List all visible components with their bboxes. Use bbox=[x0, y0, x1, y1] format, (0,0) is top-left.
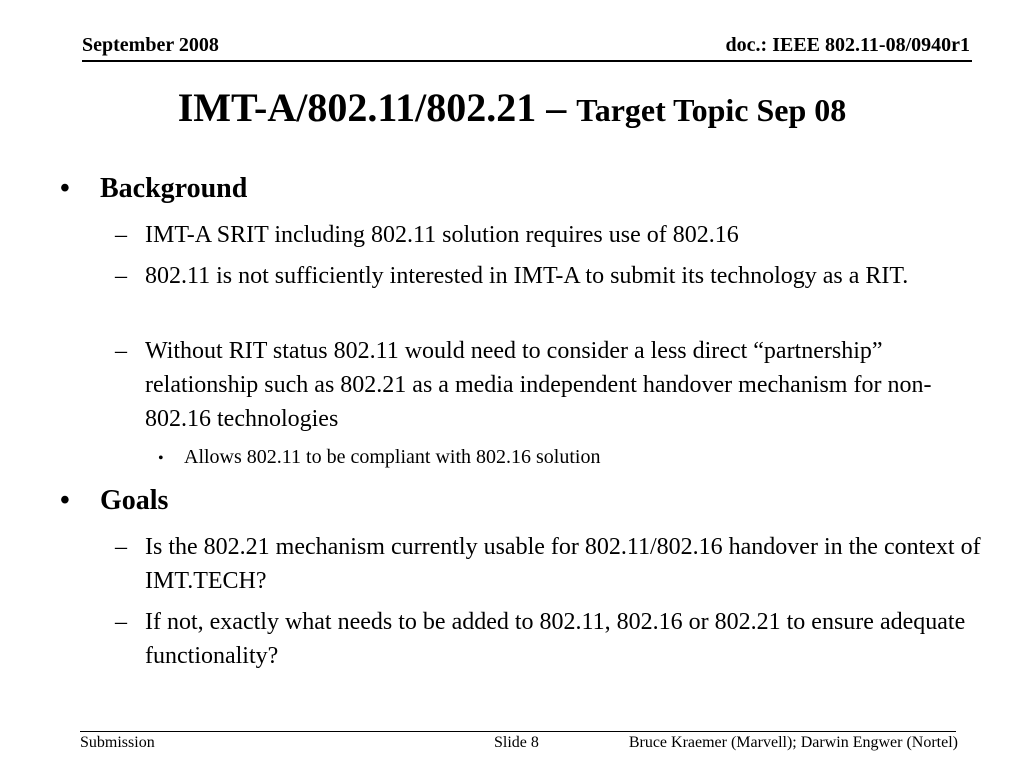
dash-icon: – bbox=[115, 263, 127, 289]
footer-slide-number: Slide 8 bbox=[494, 734, 539, 751]
header-divider bbox=[82, 60, 972, 62]
sub-bullet bbox=[115, 259, 985, 293]
sub-sub-bullet bbox=[158, 444, 978, 472]
bullet-heading-text: Background bbox=[100, 173, 248, 204]
sub-bullet-text: 802.11 is not sufficiently interested in IMT-A to submit its technology as a RIT. bbox=[145, 263, 909, 289]
sub-bullet bbox=[115, 218, 985, 252]
footer-submission: Submission bbox=[80, 734, 155, 751]
bullet-icon: • bbox=[60, 173, 70, 204]
sub-bullet bbox=[115, 334, 985, 436]
small-bullet-icon: • bbox=[158, 450, 164, 467]
footer-authors: Bruce Kraemer (Marvell); Darwin Engwer (Nortel) bbox=[628, 734, 958, 751]
header-doc-id: doc.: IEEE 802.11-08/0940r1 bbox=[725, 34, 970, 56]
header-date: September 2008 bbox=[82, 34, 219, 56]
sub-bullet-text: Is the 802.21 mechanism currently usable for 802.11/802.16 handover in the context of IMT.TECH? bbox=[145, 534, 981, 594]
title-sub: Target Topic Sep 08 bbox=[576, 92, 847, 128]
bullet-heading-background bbox=[60, 172, 247, 206]
footer-divider bbox=[80, 731, 956, 732]
dash-icon: – bbox=[115, 338, 127, 364]
sub-bullet bbox=[115, 530, 985, 598]
sub-sub-bullet-text: Allows 802.11 to be compliant with 802.16 solution bbox=[184, 446, 601, 468]
bullet-heading-goals bbox=[60, 484, 168, 518]
sub-bullet-text: If not, exactly what needs to be added to 802.11, 802.16 or 802.21 to ensure adequate functionality? bbox=[145, 609, 966, 669]
sub-bullet bbox=[115, 605, 985, 673]
dash-icon: – bbox=[115, 609, 127, 635]
sub-bullet-text: IMT-A SRIT including 802.11 solution requires use of 802.16 bbox=[145, 222, 739, 248]
slide-title bbox=[0, 86, 1024, 130]
dash-icon: – bbox=[115, 534, 127, 560]
sub-bullet-text: Without RIT status 802.11 would need to consider a less direct “partnership” relationship such as 802.21 as a media independent handover mechanism for non-802.16 technologies bbox=[145, 338, 932, 432]
bullet-heading-text: Goals bbox=[100, 485, 169, 516]
dash-icon: – bbox=[115, 222, 127, 248]
title-separator: – bbox=[536, 85, 577, 130]
bullet-icon: • bbox=[60, 485, 70, 516]
title-main: IMT-A/802.11/802.21 bbox=[177, 85, 537, 130]
